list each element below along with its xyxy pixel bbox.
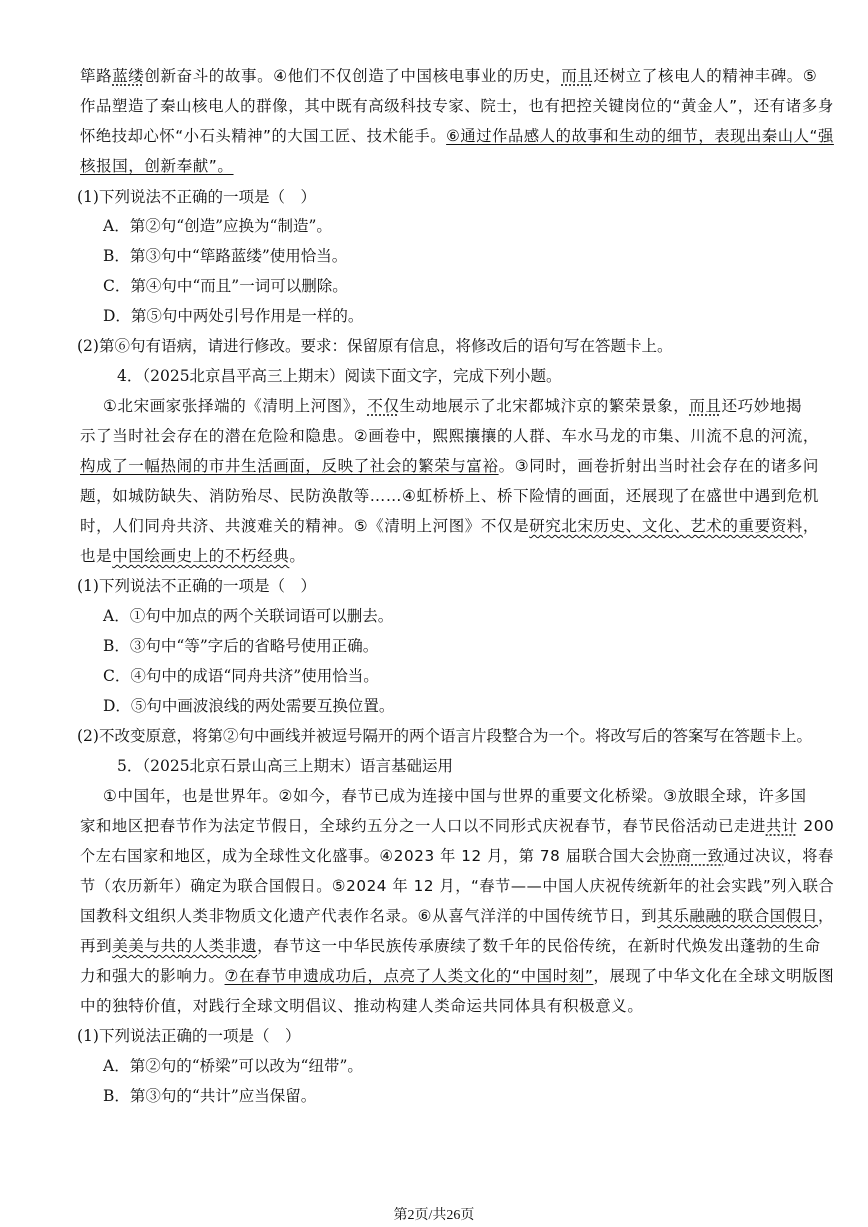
q3-subquestion-1: (1)下列说法不正确的一项是（ ） [77,188,316,206]
q5-passage-line-2 [80,816,834,836]
text-segment: 力和强大的影响力。 [80,967,225,985]
q4-passage-line-1 [103,396,802,416]
text-segment: 筚路 [80,67,113,85]
q4-passage-line-3 [80,456,819,476]
q4-heading: 4．（2025北京昌平高三上期末）阅读下面文字，完成下列小题。 [117,367,562,385]
dotted-word: 共计 [765,817,798,835]
text-segment: 再到 [80,937,113,955]
dotted-word: 蓝缕 [112,67,145,85]
q4-option-c[interactable]: C．④句中的成语“同舟共济”使用恰当。 [103,667,379,685]
text-segment: 生动地展示了北宋都城汴京的繁荣景象， [399,397,690,415]
q4-subquestion-1: (1)下列说法不正确的一项是（ ） [77,577,316,595]
text-segment: 时，人们同舟共济、共渡难关的精神。⑤《清明上河图》不仅是 [80,517,530,535]
dotted-word: 而且 [561,67,594,85]
underlined-sentence: 核报国，创新奉献”。 [80,157,234,175]
text-segment: 也是 [80,547,113,565]
q5-heading: 5．（2025北京石景山高三上期末）语言基础运用 [117,757,454,775]
underlined-phrase: 构成了一幅热闹的市井生活画面，反映了社会的繁荣与富裕 [80,457,499,475]
text-segment: 200 [797,817,835,835]
underlined-sentence: ⑦在春节申遗成功后，点亮了人类文化的“中国时刻” [224,967,594,985]
text-segment: 通过决议，将春 [723,847,834,865]
q3-option-b[interactable]: B．第③句中“筚路蓝缕”使用恰当。 [103,247,348,265]
text-segment: 国教科文组织人类非物质文化遗产代表作名录。⑥从喜气洋洋的中国传统节日，到 [80,907,658,925]
wavy-phrase: 研究北宋历史、文化、艺术的重要资料 [529,517,803,535]
text-segment: 。③同时，画卷折射出当时社会存在的诸多问 [498,457,820,475]
dotted-word: 不仅 [367,397,400,415]
q5-passage-line-1: ①中国年，也是世界年。②如今，春节已成为连接中国与世界的重要文化桥梁。③放眼全球，许多国 [103,787,807,805]
q5-passage-line-4: 节（农历新年）确定为联合国假日。⑤2024 年 12 月，“春节——中国人庆祝传统新年的社会实践”列入联合 [80,877,835,895]
wavy-phrase: 美美与共的人类非遗 [112,937,258,955]
q3-subquestion-2: (2)第⑥句有语病，请进行修改。要求：保留原有信息，将修改后的语句写在答题卡上。 [77,337,673,355]
q4-subquestion-2: (2)不改变原意，将第②句中画线并被逗号隔开的两个语言片段整合为一个。将改写后的答案写在答题卡上。 [77,727,812,745]
q5-passage-line-7 [80,966,834,986]
q3-passage-line-2: 作品塑造了秦山核电人的群像，其中既有高级科技专家、院士，也有把控关键岗位的“黄金人”，还有诸多身 [80,97,834,115]
dotted-word: 协商一致 [660,847,724,865]
q3-passage-line-3 [80,126,834,146]
q4-option-b[interactable]: B．③句中“等”字后的省略号使用正确。 [103,637,379,655]
q5-passage-line-8: 中的独特价值，对践行全球文明倡议、推动构建人类命运共同体具有积极意义。 [80,997,644,1015]
text-segment: ，展现了中华文化在全球文明版图 [593,967,835,985]
q5-option-a[interactable]: A．第②句的“桥梁”可以改为“纽带”。 [103,1057,363,1075]
q5-option-b[interactable]: B．第③句的“共计”应当保留。 [103,1087,317,1105]
text-segment: 还巧妙地揭 [721,397,803,415]
q3-passage-line-4 [80,156,234,176]
dotted-word: 而且 [689,397,722,415]
q3-option-a[interactable]: A．第②句“创造”应换为“制造”。 [103,217,332,235]
text-segment: 怀绝技却心怀“小石头精神”的大国工匠、技术能手。 [80,127,447,145]
text-segment: 。 [289,547,306,565]
q5-subquestion-1: (1)下列说法正确的一项是（ ） [77,1027,301,1045]
wavy-phrase: 其乐融融的联合国假日 [657,907,819,925]
q4-option-a[interactable]: A．①句中加点的两个关联词语可以删去。 [103,607,394,625]
q4-passage-line-6 [80,546,305,566]
text-segment: 家和地区把春节作为法定节假日，全球约五分之一人口以不同形式庆祝春节，春节民俗活动已走进 [80,817,766,835]
q4-passage-line-2: 示了当时社会存在的潜在危险和隐患。②画卷中，熙熙攘攘的人群、车水马龙的市集、川流不息的河流， [80,427,819,445]
text-segment: 个左右国家和地区，成为全球性文化盛事。④2023 年 12 月，第 78 届联合国大会 [80,847,661,865]
wavy-phrase: 中国绘画史上的不朽经典 [112,547,290,565]
underlined-sentence: ⑥通过作品感人的故事和生动的细节，表现出秦山人“强 [446,127,834,145]
q5-passage-line-3 [80,846,834,866]
page-number-footer: 第2页/共26页 [393,1208,475,1223]
q5-passage-line-5 [80,906,834,926]
text-segment: ，春节这一中华民族传承赓续了数千年的民俗传统，在新时代焕发出蓬勃的生命 [257,937,821,955]
q4-passage-line-4: 题，如城防缺失、消防殆尽、民防涣散等……④虹桥桥上、桥下险情的画面，还展现了在盛世中遇到危机 [80,487,819,505]
q4-passage-line-5 [80,516,819,536]
q3-option-d[interactable]: D．第⑤句中两处引号作用是一样的。 [103,307,364,325]
q4-option-d[interactable]: D．⑤句中画波浪线的两处需要互换位置。 [103,697,395,715]
q3-passage-line-1 [80,66,817,86]
text-segment: ①北宋画家张择端的《清明上河图》， [103,397,368,415]
q3-option-c[interactable]: C．第④句中“而且”一词可以删除。 [103,277,348,295]
text-segment: ， [802,517,820,535]
text-segment: 还树立了核电人的精神丰碑。⑤ [593,67,818,85]
text-segment: 创新奋斗的故事。④他们不仅创造了中国核电事业的历史， [144,67,562,85]
text-segment: ， [818,907,835,925]
q5-passage-line-6 [80,936,821,956]
